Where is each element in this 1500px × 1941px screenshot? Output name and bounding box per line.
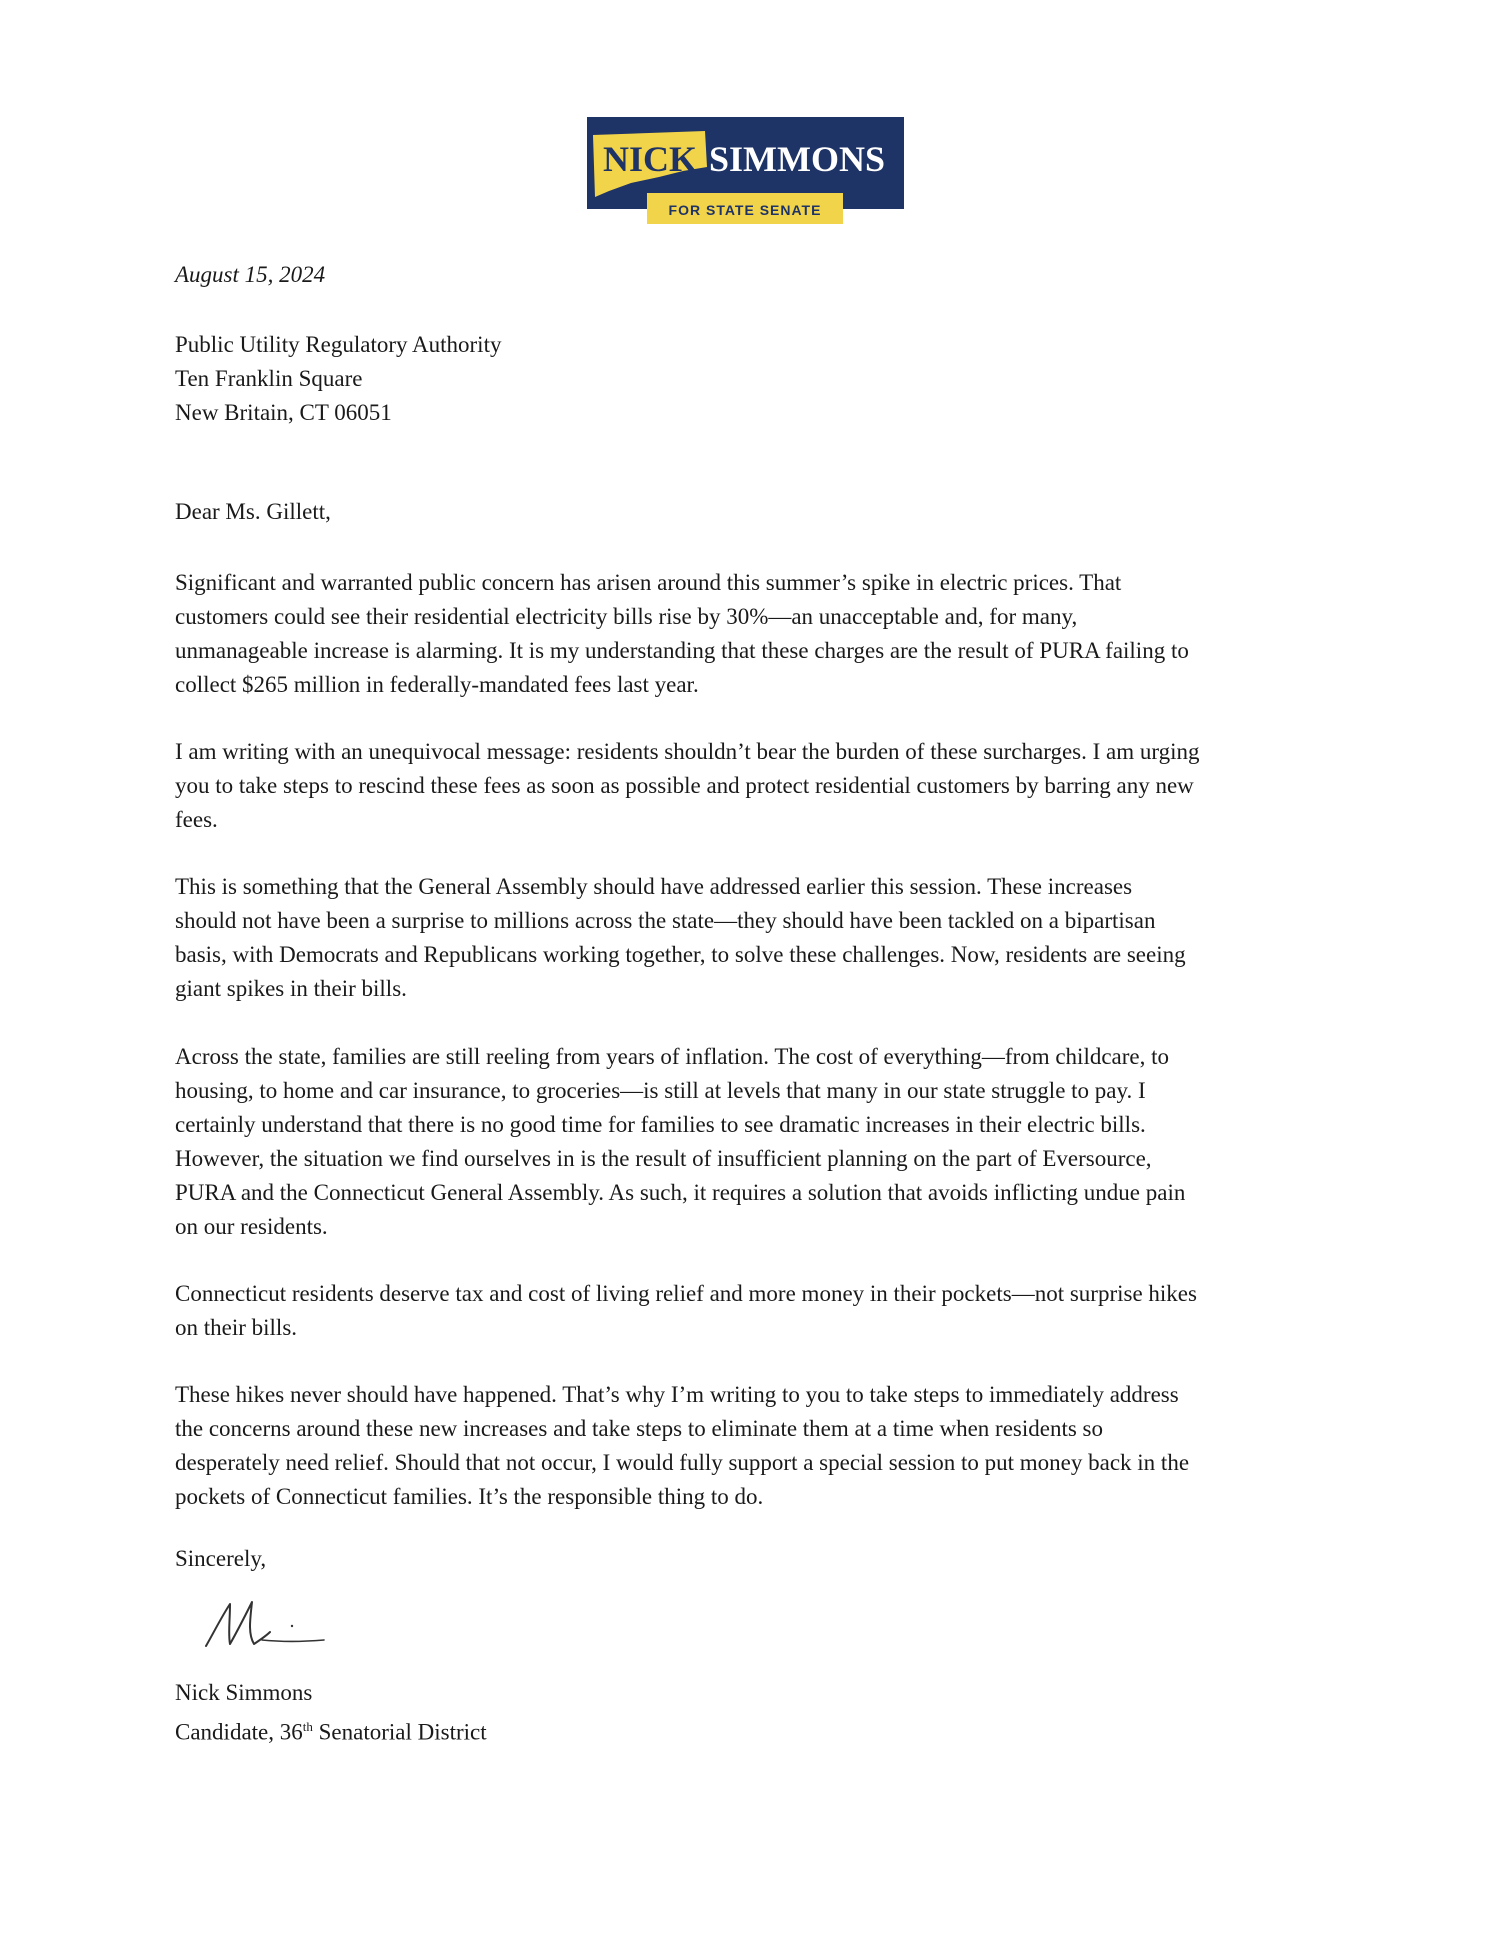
- paragraph-line: you to take steps to rescind these fees as soon as possible and protect residential customers by barring any new: [175, 773, 1194, 798]
- signer-name: Nick Simmons: [175, 1680, 313, 1705]
- campaign-logo: [587, 117, 904, 224]
- logo-name-first: NICK: [603, 139, 698, 179]
- handwritten-signature: [200, 1594, 330, 1654]
- paragraph-line: I am writing with an unequivocal message: residents shouldn’t bear the burden of these surcharges. I am urging: [175, 739, 1200, 764]
- signer-title-ordinal: th: [302, 1719, 313, 1734]
- paragraph-line: fees.: [175, 807, 218, 832]
- letter-date: August 15, 2024: [175, 262, 326, 287]
- paragraph-line: unmanageable increase is alarming. It is my understanding that these charges are the result of PURA failing to: [175, 638, 1189, 663]
- body-paragraph: [175, 1277, 1325, 1345]
- body-paragraph: [175, 870, 1325, 1006]
- paragraph-line: Connecticut residents deserve tax and cost of living relief and more money in their pockets—not surprise hikes: [175, 1281, 1197, 1306]
- paragraph-line: Significant and warranted public concern has arisen around this summer’s spike in electric prices. That: [175, 570, 1122, 595]
- paragraph-line: certainly understand that there is no good time for families to see dramatic increases in their electric bills.: [175, 1112, 1146, 1137]
- recipient-address: [175, 328, 501, 430]
- logo-tagline: FOR STATE SENATE: [668, 202, 822, 218]
- recipient-line: Public Utility Regulatory Authority: [175, 332, 502, 357]
- signer-block: [175, 1676, 487, 1750]
- paragraph-line: customers could see their residential electricity bills rise by 30%—an unacceptable and, for many,: [175, 604, 1078, 629]
- body-paragraph: [175, 566, 1325, 702]
- signer-title-prefix: Candidate, 36: [175, 1719, 303, 1745]
- paragraph-line: basis, with Democrats and Republicans working together, to solve these challenges. Now, residents are seeing: [175, 942, 1186, 967]
- closing: Sincerely,: [175, 1546, 267, 1571]
- paragraph-line: housing, to home and car insurance, to groceries—is still at levels that many in our state struggle to pay. I: [175, 1078, 1146, 1103]
- paragraph-line: Across the state, families are still reeling from years of inflation. The cost of everything—from childcare, to: [175, 1044, 1170, 1069]
- salutation: Dear Ms. Gillett,: [175, 499, 331, 524]
- recipient-line: New Britain, CT 06051: [175, 400, 392, 425]
- body-paragraph: [175, 1040, 1325, 1244]
- paragraph-line: should not have been a surprise to millions across the state—they should have been tackled on a bipartisan: [175, 908, 1156, 933]
- paragraph-line: collect $265 million in federally-mandated fees last year.: [175, 672, 699, 697]
- paragraph-line: These hikes never should have happened. That’s why I’m writing to you to take steps to immediately address: [175, 1382, 1179, 1407]
- paragraph-line: on our residents.: [175, 1214, 328, 1239]
- paragraph-line: This is something that the General Assembly should have addressed earlier this session. These increases: [175, 874, 1133, 899]
- signer-title: [175, 1710, 487, 1750]
- signer-title-suffix: Senatorial District: [312, 1719, 487, 1745]
- paragraph-line: the concerns around these new increases and take steps to eliminate them at a time when residents so: [175, 1416, 1103, 1441]
- body-paragraph: [175, 1378, 1325, 1514]
- logo-name-last: SIMMONS: [709, 139, 886, 179]
- paragraph-line: on their bills.: [175, 1315, 298, 1340]
- paragraph-line: giant spikes in their bills.: [175, 976, 407, 1001]
- paragraph-line: desperately need relief. Should that not occur, I would fully support a special session to put money back in the: [175, 1450, 1190, 1475]
- body-paragraph: [175, 735, 1325, 837]
- paragraph-line: However, the situation we find ourselves in is the result of insufficient planning on the part of Eversource,: [175, 1146, 1152, 1171]
- paragraph-line: PURA and the Connecticut General Assembly. As such, it requires a solution that avoids inflicting undue pain: [175, 1180, 1186, 1205]
- recipient-line: Ten Franklin Square: [175, 366, 363, 391]
- paragraph-line: pockets of Connecticut families. It’s the responsible thing to do.: [175, 1484, 764, 1509]
